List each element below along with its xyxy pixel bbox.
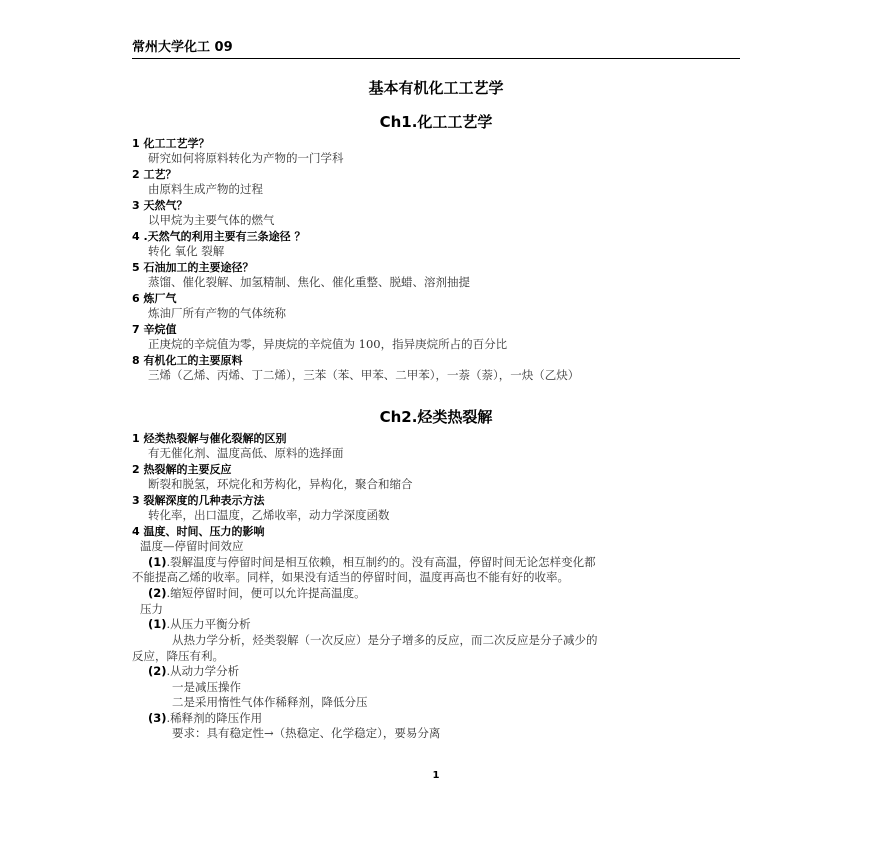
pressure-point-1-detail-cont: 反应，降压有利。 [132, 649, 224, 663]
point-number: (1) [148, 555, 167, 569]
point-number: (2) [148, 586, 167, 600]
point-number: (2) [148, 664, 167, 678]
answer: 蒸馏、催化裂解、加氢精制、焦化、催化重整、脱蜡、溶剂抽提 [148, 275, 470, 289]
answer: 炼油厂所有产物的气体统称 [148, 306, 286, 320]
question: 1 化工工艺学？ [132, 137, 210, 150]
chapter-1-title: Ch1.化工工艺学 [379, 113, 493, 131]
question: 7 辛烷值 [132, 323, 177, 336]
answer: 断裂和脱氢，环烷化和芳构化，异构化，聚合和缩合 [148, 477, 413, 491]
answer: 有无催化剂、温度高低、原料的选择面 [148, 446, 344, 460]
answer: 三烯（乙烯、丙烯、丁二烯），三苯（苯、甲苯、二甲苯），一萘（萘），一炔（乙炔） [148, 368, 580, 382]
point-text: .稀释剂的降压作用 [166, 711, 263, 725]
pressure-point-2-detail: 二是采用惰性气体作稀释剂，降低分压 [172, 695, 368, 709]
point-text: .裂解温度与停留时间是相互依赖，相互制约的。没有高温，停留时间无论怎样变化都 [166, 555, 596, 569]
question: 2 工艺？ [132, 168, 177, 181]
answer: 研究如何将原料转化为产物的一门学科 [148, 151, 344, 165]
answer: 由原料生成产物的过程 [148, 182, 263, 196]
point-number: (1) [148, 617, 167, 631]
temperature-point-1 [132, 555, 758, 570]
chapter-2-title: Ch2.烃类热裂解 [379, 408, 493, 426]
question: 1 烃类热裂解与催化裂解的区别 [132, 432, 287, 445]
question: 2 热裂解的主要反应 [132, 463, 232, 476]
pressure-point-3-detail: 要求：具有稳定性→（热稳定、化学稳定），要易分离 [172, 726, 441, 740]
pressure-point-1 [132, 617, 758, 632]
point-text: .缩短停留时间，便可以允许提高温度。 [166, 586, 366, 600]
temperature-point-1-cont: 不能提高乙烯的收率。同样，如果没有适当的停留时间，温度再高也不能有好的收率。 [132, 570, 569, 584]
point-number: (3) [148, 711, 167, 725]
document-title: 基本有机化工工艺学 [368, 79, 504, 97]
page-number: 1 [432, 770, 440, 781]
pressure-heading: 压力 [140, 602, 163, 616]
answer: 正庚烷的辛烷值为零，异庚烷的辛烷值为 100，指异庚烷所占的百分比 [148, 337, 508, 351]
point-text: .从压力平衡分析 [166, 617, 251, 631]
question: 5 石油加工的主要途径？ [132, 261, 254, 274]
question: 3 天然气？ [132, 199, 188, 212]
answer: 以甲烷为主要气体的燃气 [148, 213, 275, 227]
pressure-point-2 [132, 664, 758, 679]
question: 4 温度、时间、压力的影响 [132, 525, 265, 538]
question: 8 有机化工的主要原料 [132, 354, 243, 367]
question: 4 .天然气的利用主要有三条途径 ？ [132, 230, 306, 243]
temperature-heading: 温度—停留时间效应 [140, 539, 244, 553]
answer: 转化率，出口温度，乙烯收率，动力学深度函数 [148, 508, 390, 522]
pressure-point-1-detail: 从热力学分析，烃类裂解（一次反应）是分子增多的反应，而二次反应是分子减少的 [172, 633, 598, 647]
temperature-point-2 [132, 586, 758, 601]
question: 3 裂解深度的几种表示方法 [132, 494, 265, 507]
pressure-point-2-detail: 一是减压操作 [172, 680, 241, 694]
point-text: .从动力学分析 [166, 664, 240, 678]
page-header: 常州大学化工 09 [132, 40, 740, 59]
pressure-point-3 [132, 711, 758, 726]
answer: 转化 氧化 裂解 [148, 244, 225, 258]
question: 6 炼厂气 [132, 292, 177, 305]
